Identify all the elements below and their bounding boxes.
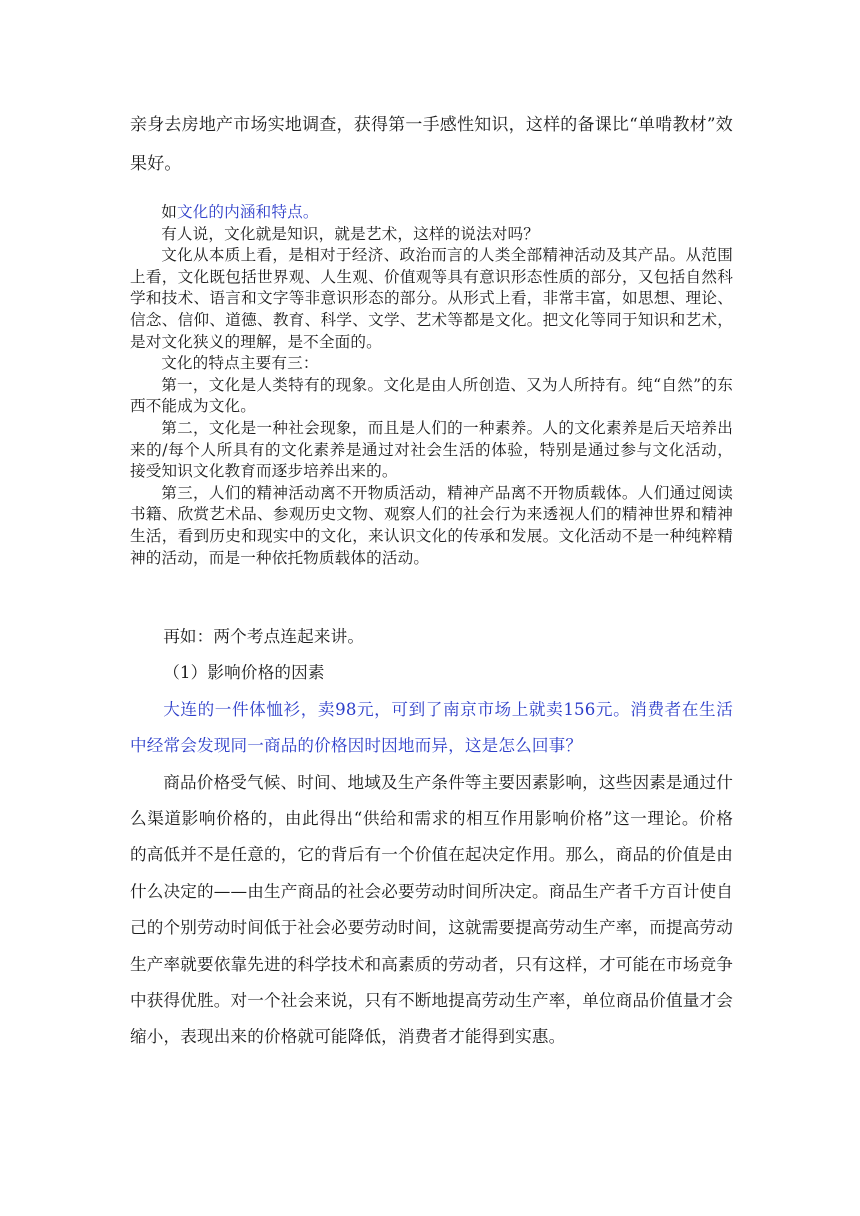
culture-example-title: [130, 202, 733, 224]
price-answer-paragraph: 商品价格受气候、时间、地域及生产条件等主要因素影响，这些因素是通过什么渠道影响价格的，由此得出“供给和需求的相互作用影响价格”这一理论。价格的高低并不是任意的，它的背后有一个价值在起决定作用。那么，商品的价值是由什么决定的——由生产商品的社会必要劳动时间所决定。商品生产者千方百计使自己的个别劳动时间低于社会必要劳动时间，这就需要提高劳动生产率，而提高劳动生产率就要依靠先进的科学技术和高素质的劳动者，只有这样，才可能在市场竞争中获得优胜。对一个社会来说，只有不断地提高劳动生产率，单位商品价值量才会缩小，表现出来的价格就可能降低，消费者才能得到实惠。: [130, 772, 733, 1047]
culture-feature-2: 第二，文化是一种社会现象，而且是人们的一种素养。人的文化素养是后天培养出来的/每个人所具有的文化素养是通过对社会生活的体验，特别是通过参与文化活动，接受知识文化教育而逐步培养出来的。: [130, 418, 733, 481]
culture-feature-1: 第一，文化是人类特有的现象。文化是由人所创造、又为人所持有。纯“自然”的东西不能成为文化。: [130, 375, 733, 416]
example-prefix: 如: [161, 203, 177, 221]
culture-example-section: [130, 202, 733, 569]
price-factors-heading: （1）影响价格的因素: [163, 663, 325, 683]
culture-feature-3: 第三，人们的精神活动离不开物质活动，精神产品离不开物质载体。人们通过阅读书籍、欣赏艺术品、参观历史文物、观察人们的社会行为来透视人们的精神世界和精神生活，看到历史和现实中的文化，来认识文化的传承和发展。文化活动不是一种纯粹精神的活动，而是一种依托物质载体的活动。: [130, 483, 733, 567]
culture-features-intro: 文化的特点主要有三：: [161, 354, 319, 373]
price-question: 大连的一件体恤衫，卖98元，可到了南京市场上就卖156元。消费者在生活中经常会发现同一商品的价格因时因地而异，这是怎么回事？: [130, 699, 733, 756]
culture-topic-link[interactable]: 文化的内涵和特点。: [176, 203, 319, 221]
lead-paragraph: 亲身去房地产市场实地调查，获得第一手感性知识，这样的备课比“单啃教材”效果好。: [130, 115, 733, 174]
culture-definition-paragraph: 文化从本质上看，是相对于经济、政治而言的人类全部精神活动及其产品。从范围上看，文化既包括世界观、人生观、价值观等具有意识形态性质的部分，又包括自然科学和技术、语言和文字等非意识形态的部分。从形式上看，非常丰富，如思想、理论、信念、信仰、道德、教育、科学、文学、艺术等都是文化。把文化等同于知识和艺术，是对文化狭义的理解，是不全面的。: [130, 246, 733, 351]
culture-question: 有人说，文化就是知识，就是艺术，这样的说法对吗？: [161, 224, 540, 243]
price-example-intro: 再如：两个考点连起来讲。: [163, 627, 365, 646]
price-example-section: [130, 619, 733, 1056]
